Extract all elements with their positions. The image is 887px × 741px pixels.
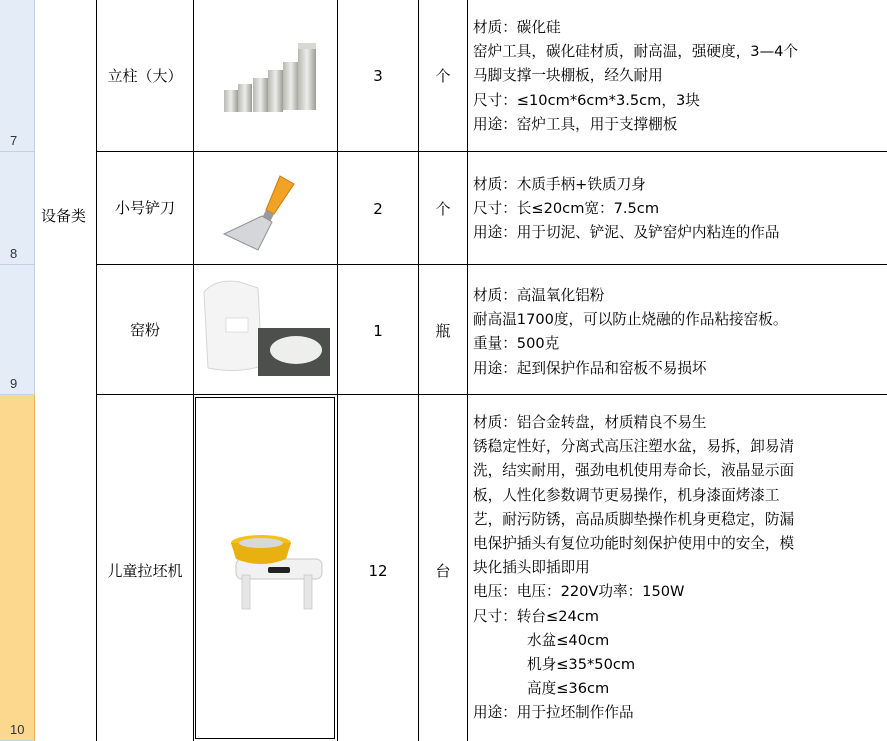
desc-line: 锈稳定性好，分离式高压注塑水盆，易拆，卸易清: [473, 438, 795, 456]
desc-line: 板，人性化参数调节更易操作，机身漆面烤漆工: [473, 486, 780, 504]
grid-line: [96, 0, 97, 741]
desc-line: 用途：起到保护作品和窑板不易损坏: [473, 359, 707, 377]
desc-line: 洗，结实耐用，强劲电机使用寿命长，液晶显示面: [473, 462, 795, 480]
desc-line: 艺，耐污防锈，高品质脚垫操作机身更稳定，防漏: [473, 510, 795, 528]
kiln-powder-image[interactable]: [196, 270, 334, 380]
category-cell[interactable]: 设备类: [41, 207, 87, 225]
item-name[interactable]: 立柱（大）: [107, 67, 183, 85]
item-description[interactable]: [473, 284, 787, 381]
row-header-10[interactable]: [0, 395, 35, 741]
item-description[interactable]: [473, 411, 794, 725]
desc-line: 电保护插头有复位功能时刻保护使用中的安全，模: [473, 534, 795, 552]
item-name[interactable]: 儿童拉坯机: [107, 562, 183, 580]
desc-line: 水盆≤40cm: [527, 631, 610, 649]
desc-line: 电压：电压：220V功率：150W: [473, 583, 685, 601]
scraper-image[interactable]: [222, 170, 302, 252]
kiln-posts-image[interactable]: [220, 40, 324, 115]
item-qty[interactable]: 12: [368, 562, 388, 580]
item-unit[interactable]: 台: [435, 562, 451, 580]
grid-line: [467, 0, 468, 741]
grid-line: [337, 0, 338, 741]
desc-line: 尺寸：转台≤24cm: [473, 607, 600, 625]
item-description[interactable]: [473, 173, 779, 246]
desc-line: 重量：500克: [473, 335, 560, 353]
desc-line: 马脚支撑一块棚板，经久耐用: [473, 67, 663, 85]
row-number: 10: [10, 722, 25, 737]
desc-line: 材质：高温氧化铝粉: [473, 287, 605, 304]
grid-line: [193, 0, 194, 741]
desc-line: 材质：木质手柄+铁质刀身: [473, 176, 646, 193]
row-header-9[interactable]: [0, 265, 35, 395]
row-header-8[interactable]: [0, 152, 35, 265]
item-unit[interactable]: 个: [435, 200, 451, 218]
item-qty[interactable]: 2: [373, 200, 383, 218]
desc-line: 材质：铝合金转盘，材质精良不易生: [473, 414, 707, 431]
row-header-7[interactable]: [0, 0, 35, 152]
desc-line: 材质：碳化硅: [473, 19, 561, 36]
item-description[interactable]: [473, 16, 798, 137]
desc-line: 块化插头即插即用: [473, 559, 590, 577]
row-number: 8: [10, 246, 18, 261]
item-name[interactable]: 小号铲刀: [114, 199, 175, 217]
item-unit[interactable]: 个: [435, 67, 451, 85]
desc-line: 用途：用于切泥、铲泥、及铲窑炉内粘连的作品: [473, 224, 780, 242]
item-name[interactable]: 窑粉: [129, 321, 160, 339]
desc-line: 窑炉工具，碳化硅材质，耐高温，强硬度，3—4个: [473, 43, 799, 61]
grid-line: [96, 151, 887, 152]
desc-line: 尺寸：长≤20cm宽：7.5cm: [473, 200, 660, 218]
item-qty[interactable]: 1: [373, 322, 383, 340]
item-qty[interactable]: 3: [373, 67, 383, 85]
desc-line: 机身≤35*50cm: [527, 655, 636, 673]
desc-line: 高度≤36cm: [527, 680, 610, 698]
desc-line: 耐高温1700度，可以防止烧融的作品粘接窑板。: [473, 311, 788, 329]
desc-line: 尺寸：≤10cm*6cm*3.5cm，3块: [473, 91, 700, 109]
row-number: 9: [10, 376, 18, 391]
grid-line: [96, 264, 887, 265]
grid-line: [418, 0, 419, 741]
grid-line: [96, 394, 887, 395]
item-unit[interactable]: 瓶: [435, 322, 451, 340]
row-number: 7: [10, 133, 18, 148]
pottery-wheel-image[interactable]: [228, 525, 324, 611]
desc-line: 用途：窑炉工具，用于支撑棚板: [473, 115, 678, 133]
desc-line: 用途：用于拉坯制作作品: [473, 704, 634, 722]
